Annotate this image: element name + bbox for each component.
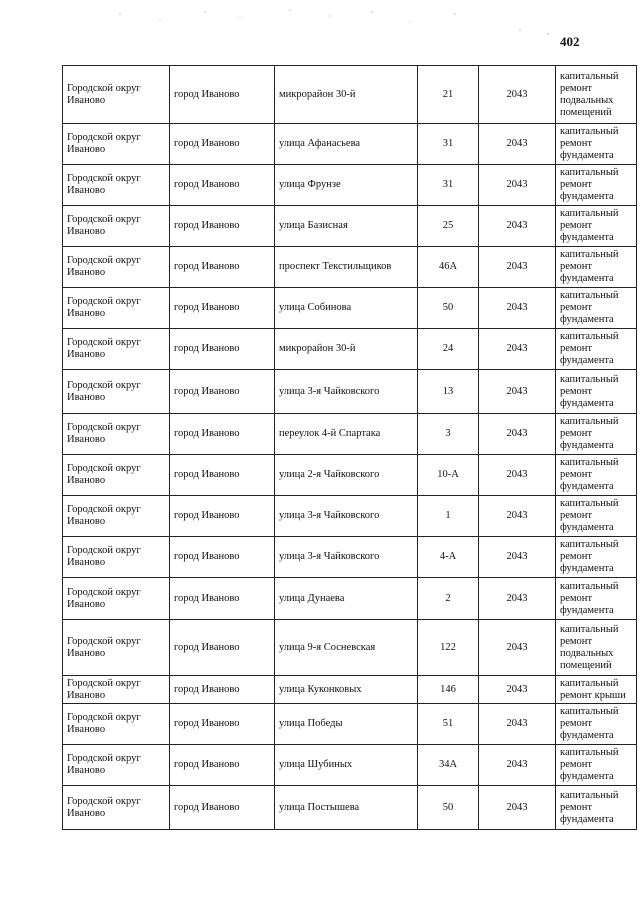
year-cell: 2043 — [479, 496, 556, 537]
house-number-cell: 3 — [418, 414, 479, 455]
year-cell: 2043 — [479, 745, 556, 786]
municipality-cell: Городской округ Иваново — [63, 704, 170, 745]
table-row — [63, 704, 637, 745]
street-cell: улица 3-я Чайковского — [275, 496, 418, 537]
house-number-cell: 31 — [418, 165, 479, 206]
house-number-cell: 146 — [418, 676, 479, 704]
table-row — [63, 455, 637, 496]
city-cell: город Иваново — [170, 620, 275, 676]
house-number-cell: 4-А — [418, 537, 479, 578]
city-cell: город Иваново — [170, 247, 275, 288]
municipality-cell: Городской округ Иваново — [63, 578, 170, 620]
street-cell: улица 2-я Чайковского — [275, 455, 418, 496]
street-cell: улица 3-я Чайковского — [275, 537, 418, 578]
house-number-cell: 1 — [418, 496, 479, 537]
year-cell: 2043 — [479, 329, 556, 370]
house-number-cell: 31 — [418, 124, 479, 165]
house-number-cell: 50 — [418, 288, 479, 329]
year-cell: 2043 — [479, 620, 556, 676]
year-cell: 2043 — [479, 288, 556, 329]
city-cell: город Иваново — [170, 496, 275, 537]
street-cell: улица Постышева — [275, 786, 418, 830]
year-cell: 2043 — [479, 370, 556, 414]
street-cell: улица Победы — [275, 704, 418, 745]
year-cell: 2043 — [479, 247, 556, 288]
work-type-cell: капитальный ремонт фундамента — [556, 288, 637, 329]
municipality-cell: Городской округ Иваново — [63, 745, 170, 786]
city-cell: город Иваново — [170, 704, 275, 745]
housing-repair-table — [62, 65, 637, 830]
municipality-cell: Городской округ Иваново — [63, 124, 170, 165]
work-type-cell: капитальный ремонт фундамента — [556, 496, 637, 537]
year-cell: 2043 — [479, 66, 556, 124]
municipality-cell: Городской округ Иваново — [63, 165, 170, 206]
city-cell: город Иваново — [170, 745, 275, 786]
table-row — [63, 620, 637, 676]
street-cell: улица Дунаева — [275, 578, 418, 620]
work-type-cell: капитальный ремонт крыши — [556, 676, 637, 704]
municipality-cell: Городской округ Иваново — [63, 66, 170, 124]
year-cell: 2043 — [479, 786, 556, 830]
house-number-cell: 51 — [418, 704, 479, 745]
work-type-cell: капитальный ремонт фундамента — [556, 414, 637, 455]
work-type-cell: капитальный ремонт фундамента — [556, 329, 637, 370]
municipality-cell: Городской округ Иваново — [63, 414, 170, 455]
street-cell: улица Базисная — [275, 206, 418, 247]
municipality-cell: Городской округ Иваново — [63, 455, 170, 496]
work-type-cell: капитальный ремонт фундамента — [556, 247, 637, 288]
scan-noise — [0, 0, 640, 60]
street-cell: переулок 4-й Спартака — [275, 414, 418, 455]
table-row — [63, 370, 637, 414]
city-cell: город Иваново — [170, 206, 275, 247]
table-row — [63, 578, 637, 620]
street-cell: улица Собинова — [275, 288, 418, 329]
table-row — [63, 124, 637, 165]
work-type-cell: капитальный ремонт фундамента — [556, 370, 637, 414]
municipality-cell: Городской округ Иваново — [63, 329, 170, 370]
table-row — [63, 66, 637, 124]
house-number-cell: 46А — [418, 247, 479, 288]
house-number-cell: 24 — [418, 329, 479, 370]
work-type-cell: капитальный ремонт фундамента — [556, 704, 637, 745]
city-cell: город Иваново — [170, 414, 275, 455]
house-number-cell: 21 — [418, 66, 479, 124]
city-cell: город Иваново — [170, 124, 275, 165]
year-cell: 2043 — [479, 455, 556, 496]
municipality-cell: Городской округ Иваново — [63, 496, 170, 537]
city-cell: город Иваново — [170, 370, 275, 414]
city-cell: город Иваново — [170, 676, 275, 704]
city-cell: город Иваново — [170, 537, 275, 578]
work-type-cell: капитальный ремонт фундамента — [556, 206, 637, 247]
year-cell: 2043 — [479, 537, 556, 578]
street-cell: микрорайон 30-й — [275, 329, 418, 370]
table-row — [63, 676, 637, 704]
city-cell: город Иваново — [170, 455, 275, 496]
street-cell: проспект Текстильщиков — [275, 247, 418, 288]
house-number-cell: 13 — [418, 370, 479, 414]
municipality-cell: Городской округ Иваново — [63, 370, 170, 414]
year-cell: 2043 — [479, 414, 556, 455]
table-row — [63, 247, 637, 288]
table-row — [63, 414, 637, 455]
street-cell: улица Афанасьева — [275, 124, 418, 165]
table-row — [63, 786, 637, 830]
street-cell: улица 3-я Чайковского — [275, 370, 418, 414]
house-number-cell: 2 — [418, 578, 479, 620]
work-type-cell: капитальный ремонт подвальных помещений — [556, 66, 637, 124]
table-row — [63, 206, 637, 247]
street-cell: улица Фрунзе — [275, 165, 418, 206]
street-cell: улица Шубиных — [275, 745, 418, 786]
city-cell: город Иваново — [170, 786, 275, 830]
city-cell: город Иваново — [170, 66, 275, 124]
municipality-cell: Городской округ Иваново — [63, 620, 170, 676]
city-cell: город Иваново — [170, 329, 275, 370]
city-cell: город Иваново — [170, 288, 275, 329]
house-number-cell: 122 — [418, 620, 479, 676]
year-cell: 2043 — [479, 124, 556, 165]
table-row — [63, 496, 637, 537]
municipality-cell: Городской округ Иваново — [63, 537, 170, 578]
municipality-cell: Городской округ Иваново — [63, 786, 170, 830]
year-cell: 2043 — [479, 704, 556, 745]
house-number-cell: 50 — [418, 786, 479, 830]
work-type-cell: капитальный ремонт фундамента — [556, 455, 637, 496]
work-type-cell: капитальный ремонт фундамента — [556, 578, 637, 620]
table-row — [63, 165, 637, 206]
city-cell: город Иваново — [170, 578, 275, 620]
house-number-cell: 25 — [418, 206, 479, 247]
table-row — [63, 745, 637, 786]
work-type-cell: капитальный ремонт фундамента — [556, 165, 637, 206]
year-cell: 2043 — [479, 578, 556, 620]
year-cell: 2043 — [479, 676, 556, 704]
municipality-cell: Городской округ Иваново — [63, 288, 170, 329]
municipality-cell: Городской округ Иваново — [63, 206, 170, 247]
municipality-cell: Городской округ Иваново — [63, 676, 170, 704]
table-row — [63, 288, 637, 329]
street-cell: улица 9-я Сосневская — [275, 620, 418, 676]
street-cell: микрорайон 30-й — [275, 66, 418, 124]
table-row — [63, 329, 637, 370]
work-type-cell: капитальный ремонт фундамента — [556, 124, 637, 165]
house-number-cell: 34А — [418, 745, 479, 786]
year-cell: 2043 — [479, 206, 556, 247]
table-row — [63, 537, 637, 578]
year-cell: 2043 — [479, 165, 556, 206]
work-type-cell: капитальный ремонт фундамента — [556, 786, 637, 830]
municipality-cell: Городской округ Иваново — [63, 247, 170, 288]
house-number-cell: 10-А — [418, 455, 479, 496]
street-cell: улица Куконковых — [275, 676, 418, 704]
page-number: 402 — [560, 34, 580, 49]
work-type-cell: капитальный ремонт подвальных помещений — [556, 620, 637, 676]
work-type-cell: капитальный ремонт фундамента — [556, 537, 637, 578]
work-type-cell: капитальный ремонт фундамента — [556, 745, 637, 786]
city-cell: город Иваново — [170, 165, 275, 206]
